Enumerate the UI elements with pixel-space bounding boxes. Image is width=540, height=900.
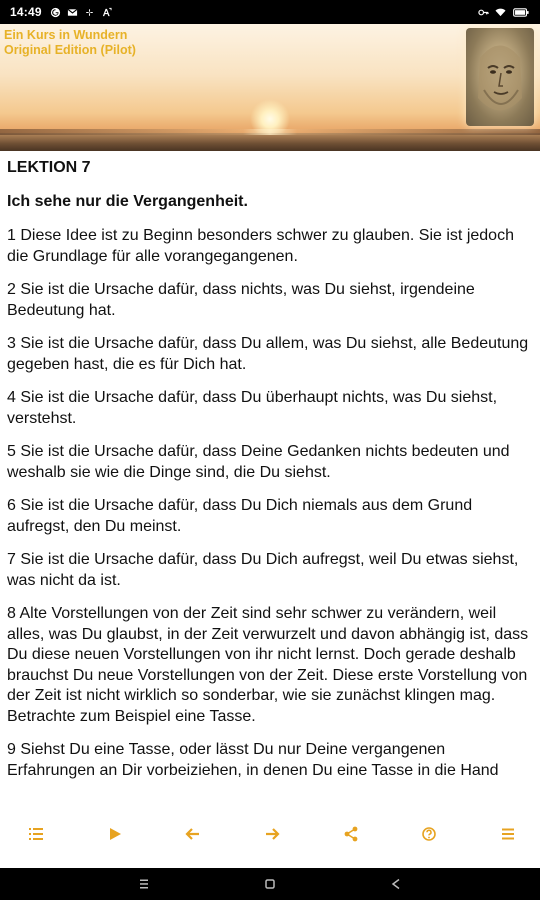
help-icon (421, 826, 437, 842)
list-button[interactable] (24, 822, 48, 846)
status-right-icons (478, 7, 530, 18)
wifi-icon (495, 7, 506, 18)
list-icon (28, 826, 44, 842)
circle-g-icon (50, 7, 61, 18)
lesson-paragraph: 6 Sie ist die Ursache dafür, dass Du Dich niemals aus dem Grund aufregst, den Du meinst. (7, 497, 473, 535)
arrow-right-icon (264, 826, 280, 842)
lesson-paragraph: 7 Sie ist die Ursache dafür, dass Du Dich aufregst, weil Du etwas siehst, was nicht da ist. (7, 551, 519, 589)
next-button[interactable] (260, 822, 284, 846)
lesson-paragraph: 8 Alte Vorstellungen von der Zeit sind sehr schwer zu verändern, weil alles, was Du glaubst, in der Zeit verwurzelt und davon abhängig ist, dass Du diese neuen Vorstellungen von ihr nicht lernst. Doch gerade deshalb brauchst Du neue Vorstellungen von der Zeit. Diese erste Vorstellung von der Zeit ist nicht wirklich so sonderbar, wie sie zunächst klingen mag. Betrachte zum Beispiel eine Tasse. (7, 605, 529, 725)
arrow-left-icon (185, 826, 201, 842)
previous-button[interactable] (181, 822, 205, 846)
lesson-title: LEKTION 7 (7, 159, 91, 176)
lesson-paragraph: 3 Sie ist die Ursache dafür, dass Du allem, was Du siehst, alle Bedeutung gegeben hast, die es für Dich hat. (7, 335, 529, 373)
menu-button[interactable] (496, 822, 520, 846)
face-illustration (466, 28, 534, 126)
lesson-content[interactable] (0, 151, 540, 800)
status-bar (0, 0, 540, 24)
lesson-paragraph: 4 Sie ist die Ursache dafür, dass Du überhaupt nichts, was Du siehst, verstehst. (7, 389, 498, 427)
lesson-paragraph: 1 Diese Idee ist zu Beginn besonders schwer zu glauben. Sie ist jedoch die Grundlage für alle vorangegangenen. (7, 227, 514, 265)
system-nav-bar (0, 868, 540, 900)
share-icon (343, 826, 359, 842)
home-icon (264, 878, 276, 890)
app-title (4, 28, 136, 58)
app-title-line1: Ein Kurs in Wundern (4, 28, 128, 42)
mail-icon (67, 7, 78, 18)
recents-button[interactable] (136, 876, 152, 892)
status-left-icons (50, 7, 112, 18)
lesson-paragraph: 2 Sie ist die Ursache dafür, dass nichts, was Du siehst, irgendeine Bedeutung hat. (7, 281, 475, 319)
back-button[interactable] (388, 876, 404, 892)
horizon (0, 133, 540, 151)
share-button[interactable] (339, 822, 363, 846)
lesson-subtitle: Ich sehe nur die Vergangenheit. (7, 193, 248, 210)
home-button[interactable] (262, 876, 278, 892)
bottom-toolbar (0, 800, 540, 868)
signal-a-icon (101, 7, 112, 18)
portrait-image (466, 28, 534, 126)
play-icon (107, 826, 123, 842)
key-icon (478, 7, 489, 18)
recents-icon (138, 878, 150, 890)
app-title-line2: Original Edition (Pilot) (4, 43, 136, 57)
header-banner (0, 24, 540, 151)
play-button[interactable] (103, 822, 127, 846)
lesson-paragraph: 9 Siehst Du eine Tasse, oder lässt Du nur Deine vergangenen Erfahrungen an Dir vorbeiziehen, in denen Du eine Tasse in die Hand (7, 741, 499, 779)
help-button[interactable] (417, 822, 441, 846)
battery-icon (512, 7, 530, 18)
status-time: 14:49 (10, 5, 42, 19)
lesson-paragraph: 5 Sie ist die Ursache dafür, dass Deine Gedanken nichts bedeuten und weshalb sie wie die Dinge sind, die Du siehst. (7, 443, 510, 481)
fan-icon (84, 7, 95, 18)
menu-icon (500, 826, 516, 842)
back-icon (390, 878, 402, 890)
